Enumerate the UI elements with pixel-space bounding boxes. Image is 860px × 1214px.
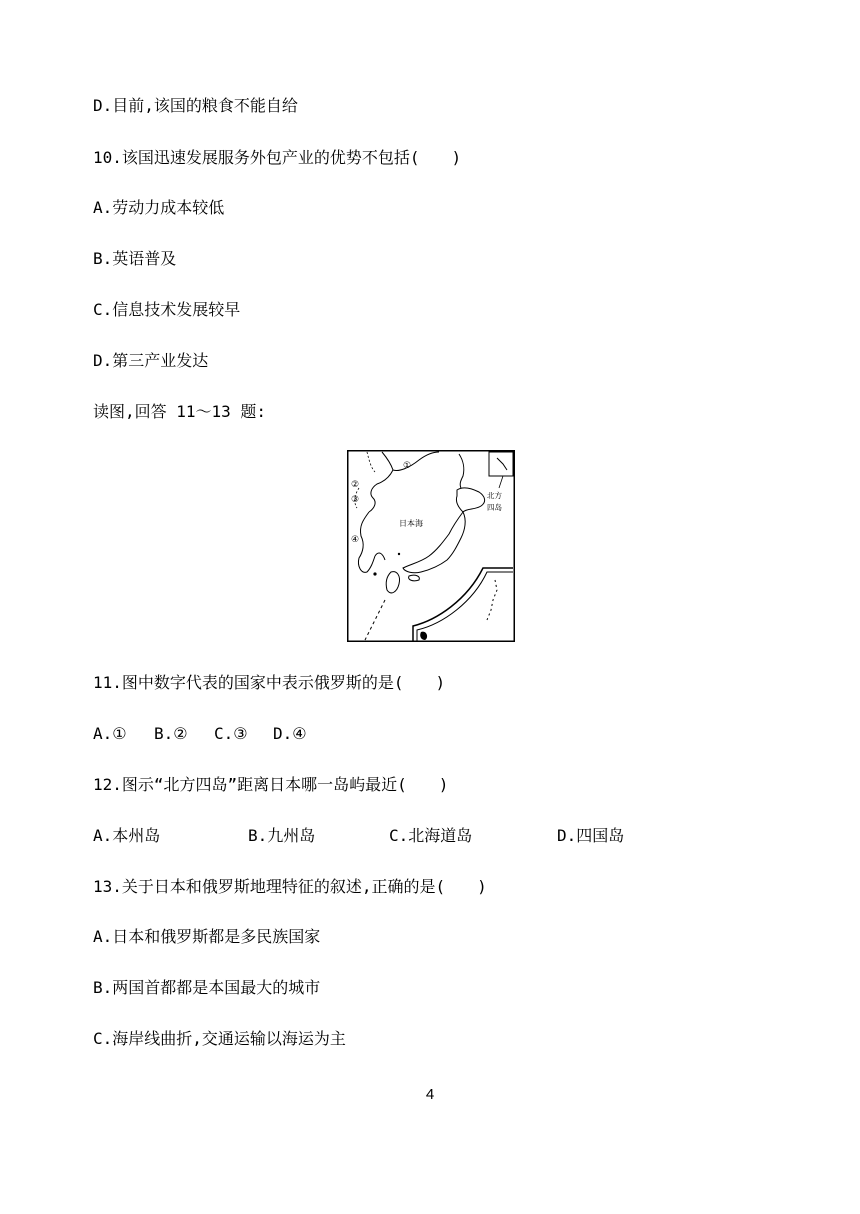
q12-option-a: A.本州岛 xyxy=(93,826,161,845)
q11-option-c: C.③ xyxy=(214,724,248,743)
q13-option-a: A.日本和俄罗斯都是多民族国家 xyxy=(93,927,321,946)
label-3: ③ xyxy=(351,495,360,505)
page-number: 4 xyxy=(425,1086,435,1103)
q10-option-b: B.英语普及 xyxy=(93,249,177,268)
q13-option-c: C.海岸线曲折,交通运输以海运为主 xyxy=(93,1029,346,1048)
label-1: ① xyxy=(403,461,412,471)
label-sea: 日本海 xyxy=(399,519,423,528)
q12-option-d: D.四国岛 xyxy=(557,826,625,845)
q12-stem: 12.图示“北方四岛”距离日本哪一岛屿最近( ) xyxy=(93,775,449,794)
japan-map xyxy=(347,450,515,642)
q13-option-b: B.两国首都都是本国最大的城市 xyxy=(93,978,321,997)
q12-option-c: C.北海道岛 xyxy=(389,826,473,845)
q10-stem: 10.该国迅速发展服务外包产业的优势不包括( ) xyxy=(93,148,462,167)
q11-option-b: B.② xyxy=(154,724,188,743)
q11-stem: 11.图中数字代表的国家中表示俄罗斯的是( ) xyxy=(93,673,446,692)
q10-option-d: D.第三产业发达 xyxy=(93,351,209,370)
map-instruction: 读图,回答 11～13 题: xyxy=(93,402,267,421)
q11-option-d: D.④ xyxy=(273,724,307,743)
label-4: ④ xyxy=(351,535,360,545)
q10-option-a: A.劳动力成本较低 xyxy=(93,198,225,217)
q9-option-d: D.目前,该国的粮食不能自给 xyxy=(93,96,298,115)
label-2: ② xyxy=(351,480,360,490)
q10-option-c: C.信息技术发展较早 xyxy=(93,300,241,319)
q13-stem: 13.关于日本和俄罗斯地理特征的叙述,正确的是( ) xyxy=(93,877,487,896)
label-northern-islands-2: 四岛 xyxy=(487,503,502,512)
q12-option-b: B.九州岛 xyxy=(248,826,316,845)
q11-option-a: A.① xyxy=(93,724,127,743)
label-northern-islands-1: 北方 xyxy=(487,491,502,500)
